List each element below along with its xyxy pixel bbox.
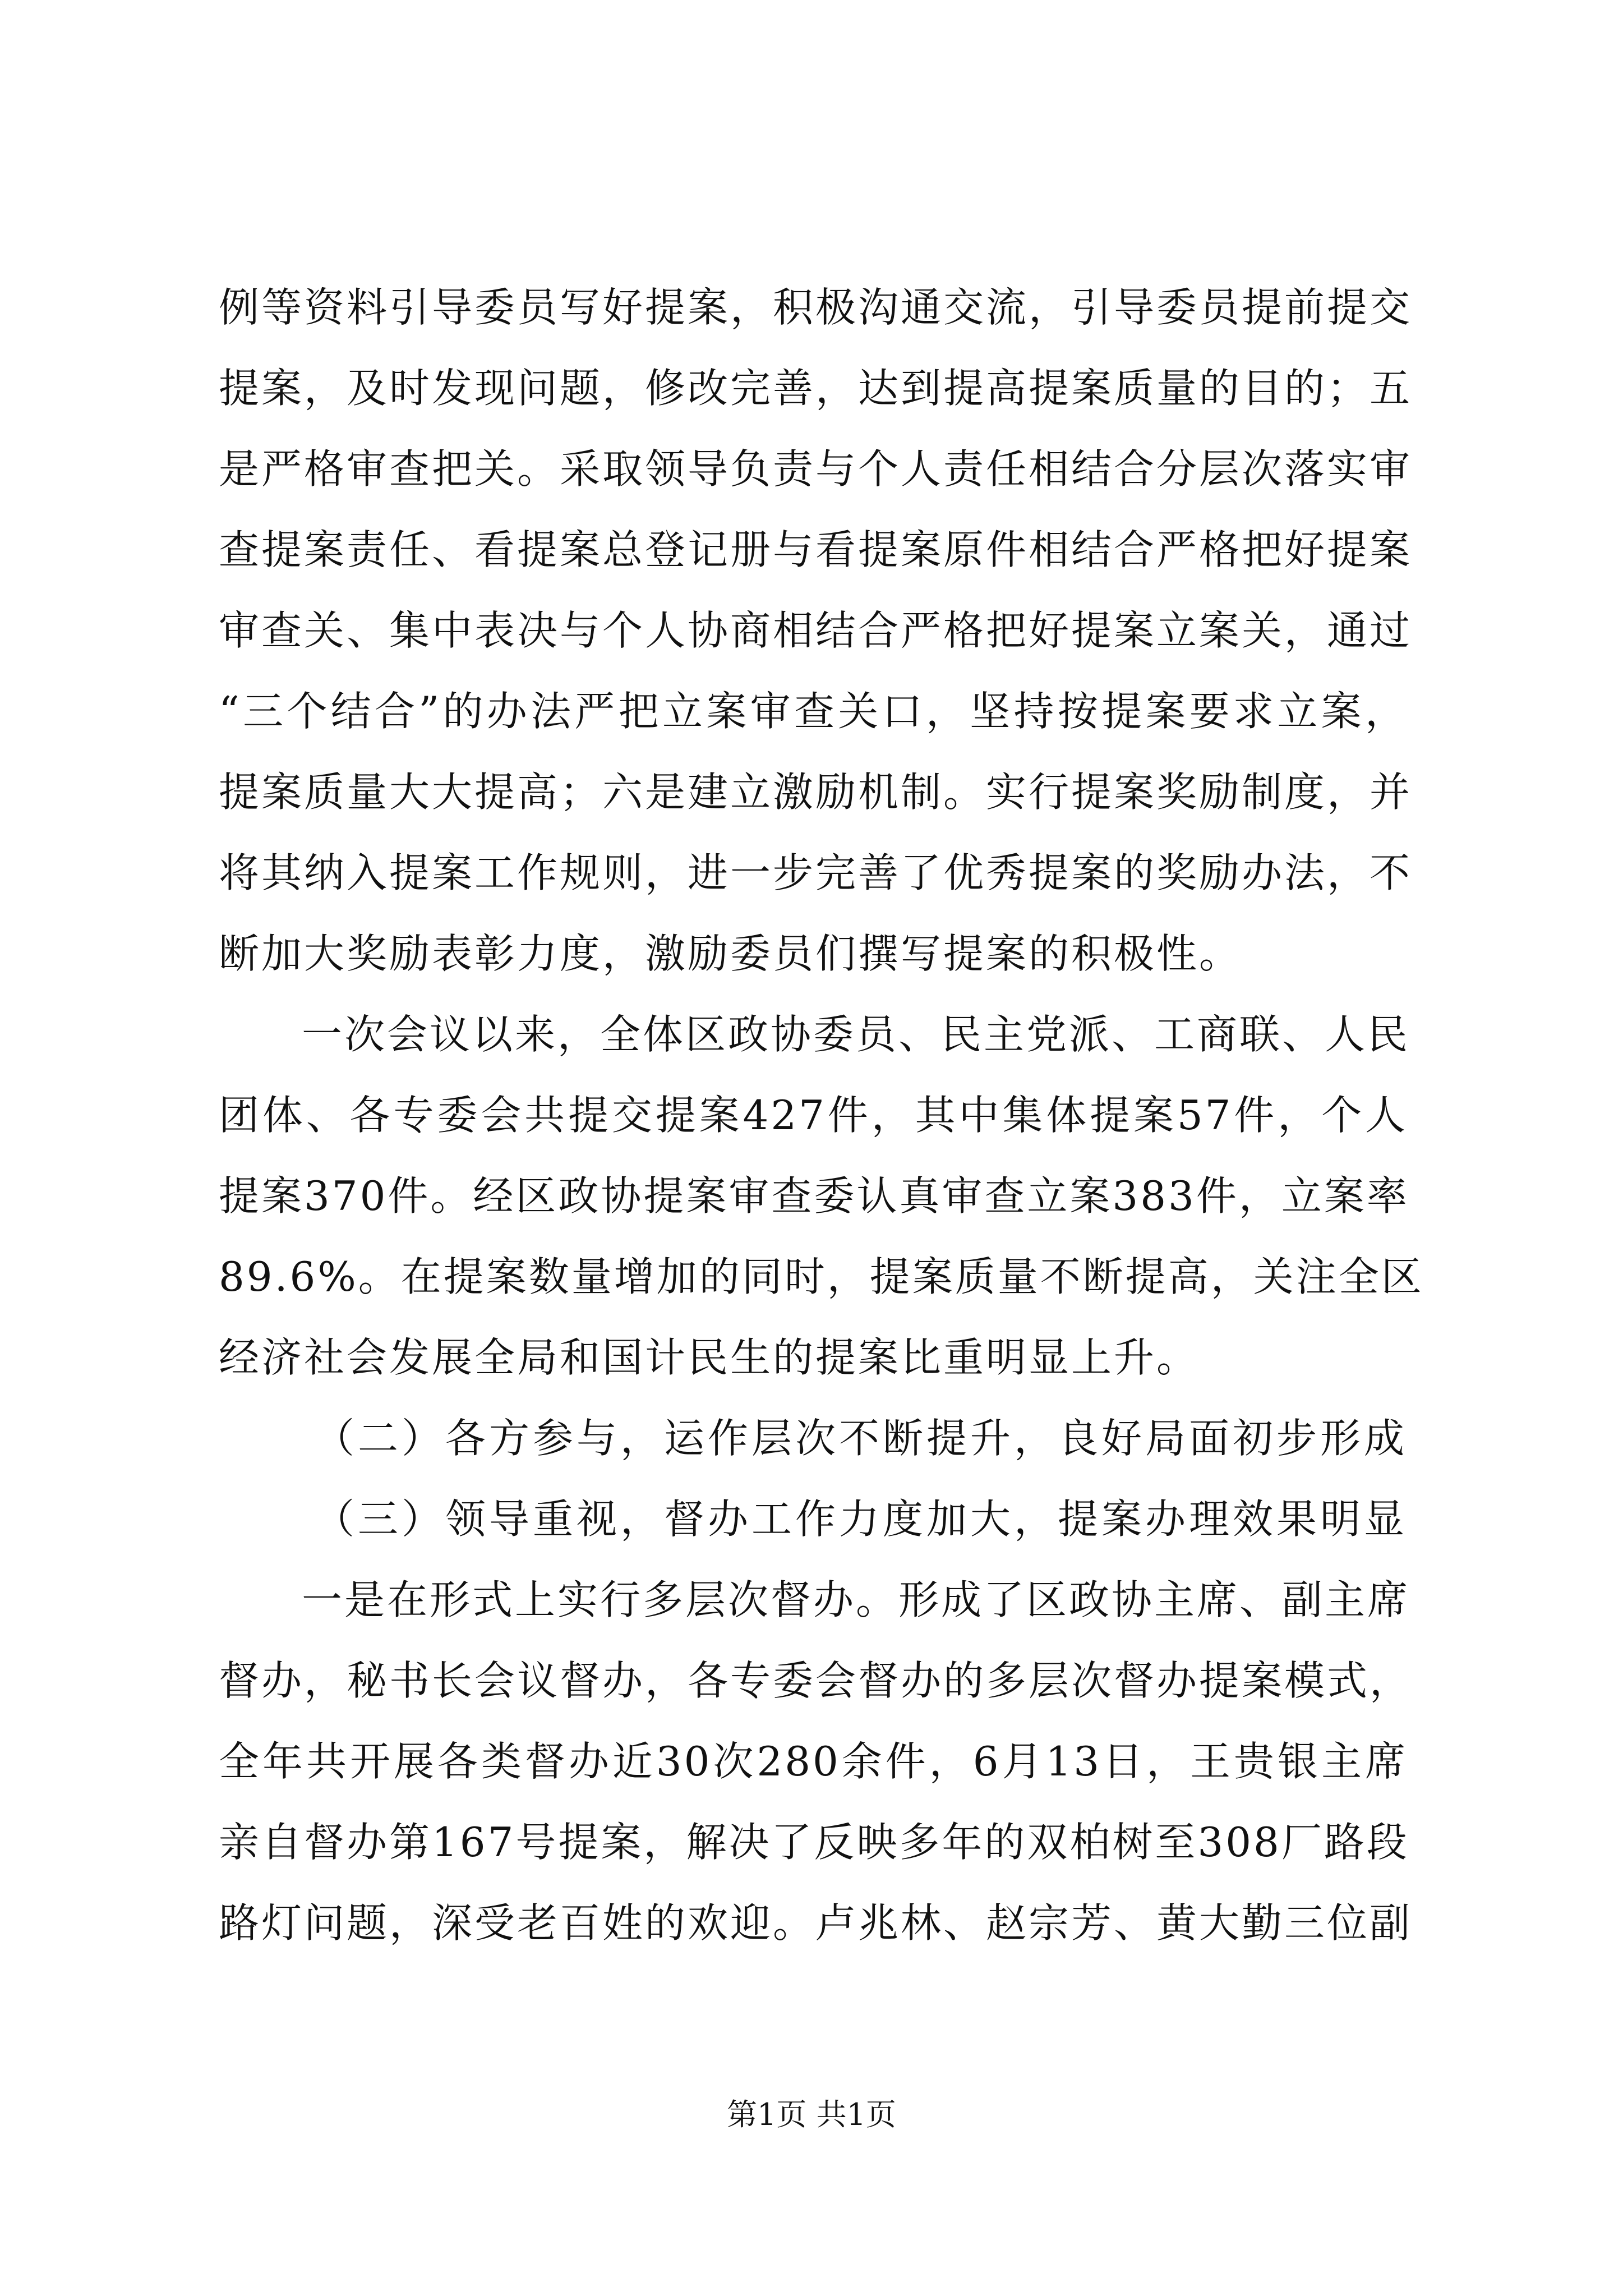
page-number-footer: 第1页 共1页 xyxy=(727,2097,896,2132)
text-line: 例等资料引导委员写好提案，积极沟通交流，引导委员提前提交 xyxy=(219,284,1413,331)
text-line: 亲自督办第167号提案，解决了反映多年的双柏树至308厂路段 xyxy=(219,1819,1409,1866)
section-heading: （二）各方参与，运作层次不断提升，良好局面初步形成 xyxy=(314,1415,1408,1462)
text-line: “三个结合”的办法严把立案审查关口，坚持按提案要求立案， xyxy=(219,688,1408,735)
text-line: 查提案责任、看提案总登记册与看提案原件相结合严格把好提案 xyxy=(219,526,1413,573)
text-line: 审查关、集中表决与个人协商相结合严格把好提案立案关，通过 xyxy=(219,607,1413,654)
document-body xyxy=(219,279,1424,1976)
text-line: 提案，及时发现问题，修改完善，达到提高提案质量的目的；五 xyxy=(219,365,1413,412)
text-line: 断加大奖励表彰力度，激励委员们撰写提案的积极性。 xyxy=(219,930,1242,977)
text-line: 全年共开展各类督办近30次280余件，6月13日，王贵银主席 xyxy=(219,1738,1408,1785)
text-line: 提案370件。经区政协提案审查委认真审查立案383件，立案率 xyxy=(219,1172,1409,1220)
text-line: 督办，秘书长会议督办，各专委会督办的多层次督办提案模式， xyxy=(219,1657,1413,1704)
paragraph-first-line: 一是在形式上实行多层次督办。形成了区政协主席、副主席 xyxy=(302,1576,1410,1623)
section-heading: （三）领导重视，督办工作力度加大，提案办理效果明显 xyxy=(314,1496,1408,1543)
text-line: 经济社会发展全局和国计民生的提案比重明显上升。 xyxy=(219,1334,1200,1381)
text-line: 团体、各专委会共提交提案427件，其中集体提案57件，个人 xyxy=(219,1092,1408,1139)
text-line: 将其纳入提案工作规则，进一步完善了优秀提案的奖励办法，不 xyxy=(219,849,1413,896)
text-line: 路灯问题，深受老百姓的欢迎。卢兆林、赵宗芳、黄大勤三位副 xyxy=(219,1899,1413,1947)
text-line: 89.6%。在提案数量增加的同时，提案质量不断提高，关注全区 xyxy=(219,1253,1424,1300)
paragraph-first-line: 一次会议以来，全体区政协委员、民主党派、工商联、人民 xyxy=(302,1011,1410,1058)
text-line: 是严格审查把关。采取领导负责与个人责任相结合分层次落实审 xyxy=(219,445,1413,493)
text-line: 提案质量大大提高；六是建立激励机制。实行提案奖励制度，并 xyxy=(219,769,1413,816)
